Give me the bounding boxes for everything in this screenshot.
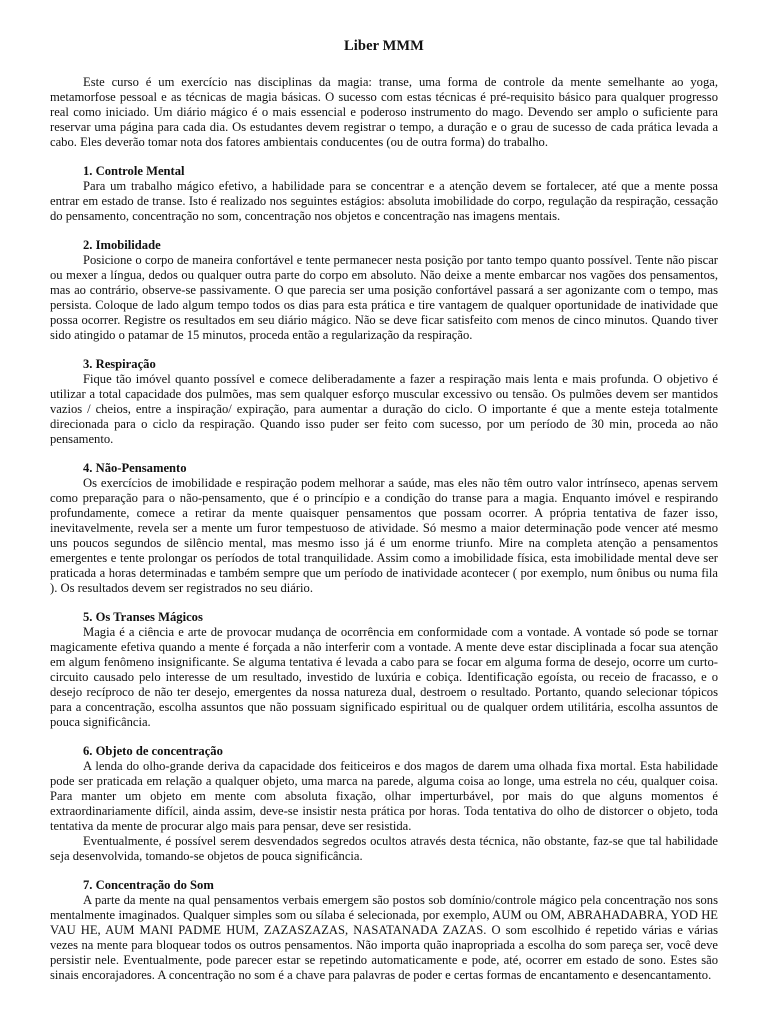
section-paragraph: Os exercícios de imobilidade e respiração podem melhorar a saúde, mas eles não têm outro valor intrínseco, apenas servem como preparação para o não-pensamento, que é o princípio e a condição do transe para a magia. Enquanto imóvel e respirando profundamente, comece a retirar da mente quaisquer pensamentos que possam ocorrer. A própria tentativa de fazer isso, inevitavelmente, revela ser a mente um furor tempestuoso de atividade. Só mesmo a maior determinação pode vencer até mesmo uns poucos segundos de silêncio mental, mas mesmo isso já é um enorme triunfo. Mire na completa atenção a pensamentos emergentes e tente prolongar os períodos de total tranquilidade. Assim como a imobilidade física, esta imobilidade mental deve ser praticada a horas determinadas e também sempre que um período de inatividade acontecer ( por exemplo, num ônibus ou numa fila ). Os resultados devem ser registrados no seu diário.: [50, 476, 718, 595]
section-paragraph: Fique tão imóvel quanto possível e comece deliberadamente a fazer a respiração mais lenta e mais profunda. O objetivo é utilizar a total capacidade dos pulmões, mas sem qualquer esforço muscular excessivo ou tensão. Os pulmões devem ser mantidos vazios / cheios, entre a inspiração/ expiração, para aumentar a duração do ciclo. O importante é que a mente esteja totalmente direcionada para o ciclo da respiração. Quando isso puder ser feito com sucesso, por um período de 30 min, proceda ao não pensamento.: [50, 372, 718, 446]
section-heading: 3. Respiração: [83, 357, 156, 371]
section-heading: 1. Controle Mental: [83, 164, 185, 178]
section-paragraph: A parte da mente na qual pensamentos verbais emergem são postos sob domínio/controle mágico pela concentração nos sons mentalmente imaginados. Qualquer simples som ou sílaba é selecionada, por exemplo, AUM ou OM, ABRAHADABRA, YOD HE VAU HE, AUM MANI PADME HUM, ZAZASZAZAS, NASATANADA ZAZAS. O som escolhido é repetido várias e várias vezes na mente para bloquear todos os outros pensamentos. Não importa quão inapropriada a escolha do som pareça ser, você deve persistir nele. Eventualmente, pode parecer estar se repetindo automaticamente e pode, até, ocorrer em estado de sono. Estes são sinais encorajadores. A concentração no som é a chave para palavras de poder e certas formas de encantamento e desencantamento.: [50, 893, 718, 982]
section-imobilidade: [50, 238, 718, 343]
section-heading: 2. Imobilidade: [83, 238, 161, 252]
section-nao-pensamento: [50, 461, 718, 596]
section-heading: 5. Os Transes Mágicos: [83, 610, 203, 624]
section-paragraph: Para um trabalho mágico efetivo, a habilidade para se concentrar e a atenção devem se fortalecer, até que a mente possa entrar em estado de transe. Isto é realizado nos seguintes estágios: absoluta imobilidade do corpo, regulação da respiração, cessação do pensamento, concentração no som, concentração nos objetos e concentração nas imagens mentais.: [50, 179, 718, 223]
intro-paragraph: Este curso é um exercício nas disciplinas da magia: transe, uma forma de controle da mente semelhante ao yoga, metamorfose pessoal e as técnicas de magia básicas. O sucesso com estas técnicas é pré-requisito básico para qualquer progresso real como iniciado. Um diário mágico é o mais essencial e poderoso instrumento do mago. Devendo ser amplo o suficiente para reservar uma página para cada dia. Os estudantes devem registrar o tempo, a duração e o grau de sucesso de cada prática levada a cabo. Eles deverão tomar nota dos fatores ambientais conducentes (ou de outra forma) do trabalho.: [50, 75, 718, 149]
section-heading: 4. Não-Pensamento: [83, 461, 187, 475]
section-transes-magicos: [50, 610, 718, 730]
section-heading: 6. Objeto de concentração: [83, 744, 223, 758]
document-title: Liber MMM: [344, 38, 424, 54]
section-controle-mental: [50, 164, 718, 224]
section-paragraph: A lenda do olho-grande deriva da capacidade dos feiticeiros e dos magos de darem uma olhada fixa mortal. Esta habilidade pode ser praticada em relação a qualquer objeto, uma marca na parede, alguma coisa ao longe, uma estrela no céu, qualquer coisa. Para manter um objeto em mente com absoluta fixação, olhar imperturbável, por mais do que alguns momentos é extraordinariamente difícil, ainda assim, deve-se insistir nesta prática por horas. Toda tentativa do olho de distorcer o objeto, toda tentativa da mente de procurar algo mais para pensar, deve ser resistida.: [50, 759, 718, 833]
section-concentracao-som: [50, 878, 718, 983]
section-respiracao: [50, 357, 718, 447]
section-heading: 7. Concentração do Som: [83, 878, 214, 892]
section-paragraph: Posicione o corpo de maneira confortável e tente permanecer nesta posição por tanto tempo quanto possível. Tente não piscar ou mexer a língua, dedos ou qualquer outra parte do corpo em absoluto. Não deixe a mente embarcar nos vagões dos pensamentos, mas ao contrário, observe-se passivamente. O que parecia ser uma posição confortável passará a ser agonizante com o tempo, mas persista. Coloque de lado algum tempo todos os dias para esta prática e tire vantagem de qualquer oportunidade de inatividade que possa ocorrer. Registre os resultados em seu diário mágico. Não se deve ficar satisfeito com menos de cinco minutos. Quando tiver sido atingido o patamar de 15 minutos, proceda então a regularização da respiração.: [50, 253, 718, 342]
section-paragraph: Magia é a ciência e arte de provocar mudança de ocorrência em conformidade com a vontade. A vontade só pode se tornar magicamente efetiva quando a mente é forçada a não interferir com a vontade. A mente deve estar disciplinada a focar sua atenção em algum fenômeno insignificante. Se alguma tentativa é levada a cabo para se focar em alguma forma de desejo, ocorre um curto-circuito causado pelo interesse de um resultado, investido de luxúria e cobiça. Identificação egoísta, ou receio de fracasso, e o desejo recíproco de não ter desejo, emergentes da nossa natureza dual, destroem o resultado. Portanto, quando selecionar tópicos para a concentração, escolha assuntos que não possuam significado espiritual ou de qualquer ordem utilitária, escolha assuntos de pouca significância.: [50, 625, 718, 729]
section-objeto-concentracao: [50, 744, 718, 864]
section-paragraph: Eventualmente, é possível serem desvendados segredos ocultos através desta técnica, não obstante, faz-se que tal habilidade seja desenvolvida, tomando-se objetos de pouca significância.: [50, 834, 718, 863]
